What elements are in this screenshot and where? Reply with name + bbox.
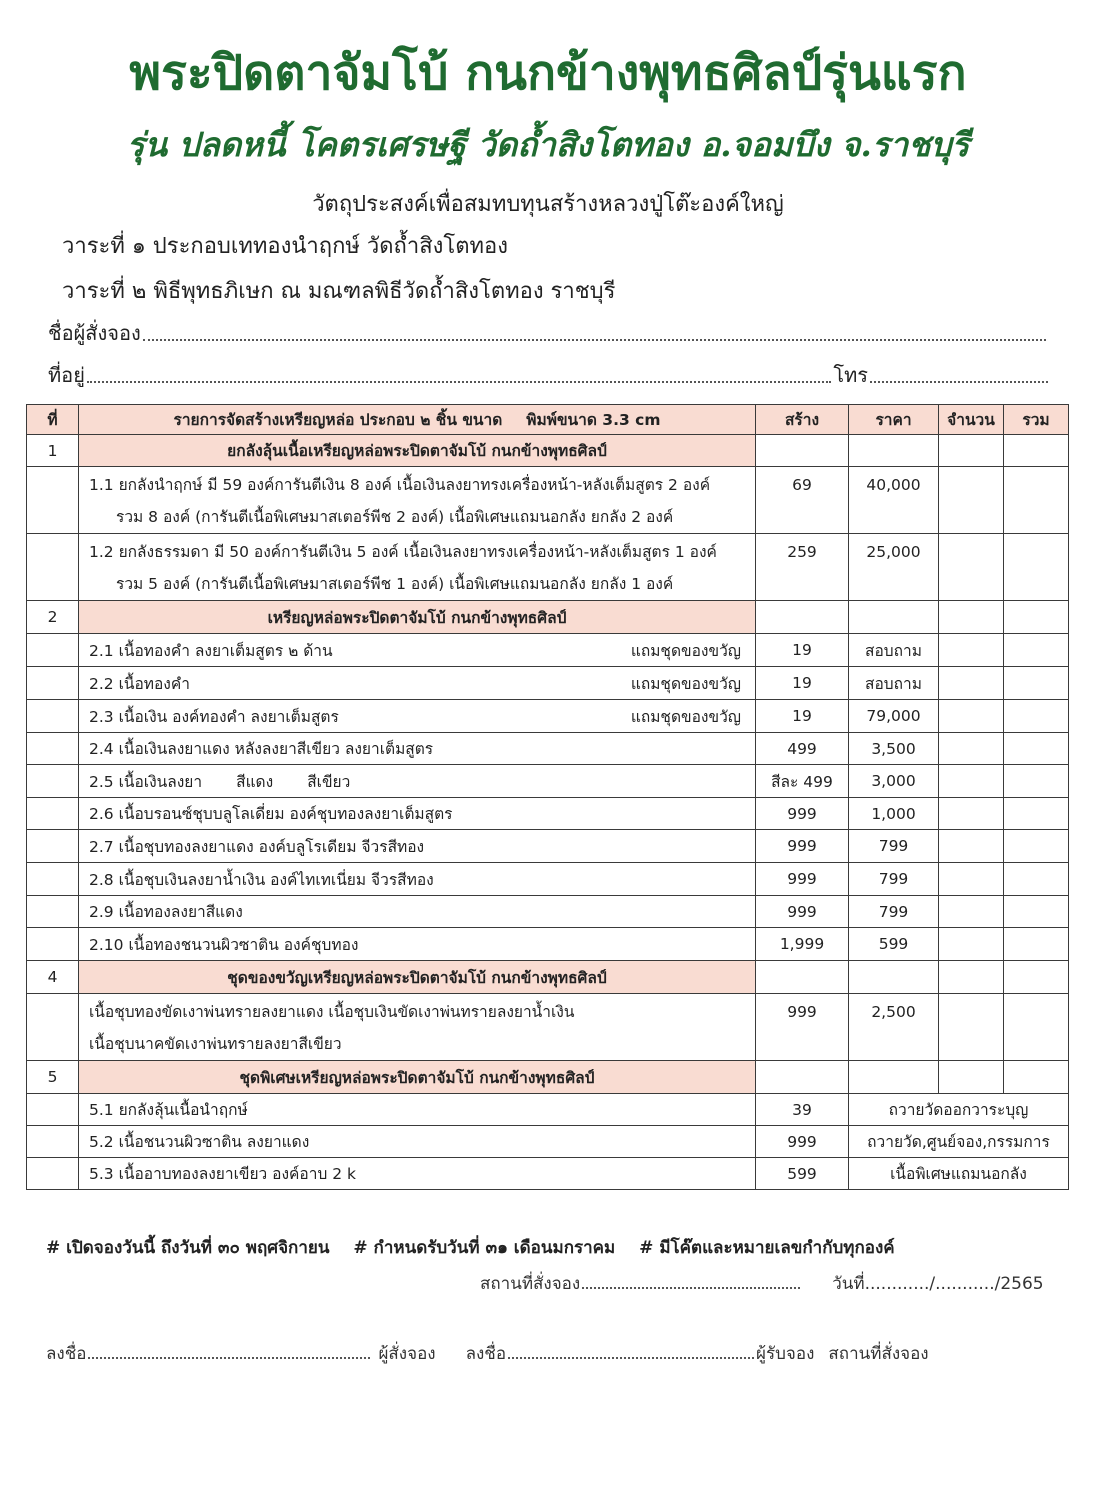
orderer-sign-label: ลงชื่อ	[46, 1344, 87, 1364]
price: 79,000	[849, 700, 939, 733]
section-row	[27, 961, 1069, 994]
item-row	[27, 994, 1069, 1061]
col-header-price: ราคา	[849, 405, 939, 435]
price: 2,500	[849, 994, 939, 1061]
item-row	[27, 798, 1069, 830]
price-cell	[849, 435, 939, 467]
quantity-cell	[939, 928, 1004, 961]
item-line-continued: รวม 5 องค์ (การันตีเนื้อพิเศษมาสเตอร์พีช 1 องค์) เนื้อพิเศษแถมนอกลัง ยกลัง 1 องค์	[116, 575, 674, 593]
price: 3,500	[849, 733, 939, 765]
quantity-cell	[939, 534, 1004, 601]
quantity-cell	[939, 733, 1004, 765]
section-title: ชุดพิเศษเหรียญหล่อพระปิดตาจัมโบ้ กนกข้างพุทธศิลป์	[79, 1061, 756, 1094]
made-cell	[756, 601, 849, 634]
booking-notes	[46, 1236, 1068, 1260]
item-description	[79, 634, 756, 667]
quantity-cell	[939, 667, 1004, 700]
orderer-name-blank	[143, 339, 1046, 341]
total-cell	[1004, 863, 1069, 896]
quantity-cell	[939, 798, 1004, 830]
made-count: 19	[756, 700, 849, 733]
item-description: 2.4 เนื้อเงินลงยาแดง หลังลงยาสีเขียว ลงยาเต็มสูตร	[79, 733, 756, 765]
date-label: วันที่	[832, 1274, 865, 1294]
quantity-cell	[939, 435, 1004, 467]
quantity-cell	[939, 1061, 1004, 1094]
item-row	[27, 765, 1069, 798]
row-number-cell	[27, 467, 79, 534]
item-label: 2.5 เนื้อเงินลงยา	[89, 772, 203, 791]
section-title: เหรียญหล่อพระปิดตาจัมโบ้ กนกข้างพุทธศิลป์	[79, 601, 756, 634]
row-number-cell	[27, 994, 79, 1061]
booking-note: # กำหนดรับวันที่ ๓๑ เดือนมกราคม	[353, 1238, 616, 1258]
ceremony-2: วาระที่ ๒ พิธีพุทธภิเษก ณ มณฑลพิธีวัดถ้ำสิงโตทอง ราชบุรี	[62, 279, 616, 304]
order-sheet	[26, 404, 1068, 1366]
item-row	[27, 896, 1069, 928]
total-cell	[1004, 467, 1069, 534]
signature-line	[46, 1342, 1068, 1366]
address-line	[48, 360, 1050, 390]
col-header-item-label: รายการจัดสร้างเหรียญหล่อ ประกอบ ๒ ชิ้น ขนาด	[173, 411, 503, 429]
price: 799	[849, 830, 939, 863]
section-number: 1	[27, 435, 79, 467]
receiver-sign-blank	[508, 1357, 754, 1359]
total-cell	[1004, 733, 1069, 765]
price-table	[26, 404, 1069, 1190]
total-cell	[1004, 928, 1069, 961]
total-cell	[1004, 961, 1069, 994]
row-number-cell	[27, 928, 79, 961]
item-description	[79, 667, 756, 700]
item-description: 2.9 เนื้อทองลงยาสีแดง	[79, 896, 756, 928]
made-count: สีละ 499	[756, 765, 849, 798]
item-row	[27, 667, 1069, 700]
remark: ถวายวัด,ศูนย์จอง,กรรมการ	[849, 1126, 1069, 1158]
item-description: 5.3 เนื้ออาบทองลงยาเขียว องค์อาบ 2 k	[79, 1158, 756, 1190]
row-number-cell	[27, 1158, 79, 1190]
page-subtitle: รุ่น ปลดหนี้ โคตรเศรษฐี วัดถ้ำสิงโตทอง อ.จอมบึง จ.ราชบุรี	[126, 125, 970, 164]
item-description: 2.8 เนื้อชุบเงินลงยาน้ำเงิน องค์ไทเทเนี่ยม จีวรสีทอง	[79, 863, 756, 896]
section-number: 4	[27, 961, 79, 994]
price-cell	[849, 1061, 939, 1094]
booking-note: # เปิดจองวันนี้ ถึงวันที่ ๓๐ พฤศจิกายน	[46, 1238, 330, 1258]
quantity-cell	[939, 863, 1004, 896]
color-option-green: สีเขียว	[307, 772, 351, 791]
phone-blank	[870, 381, 1048, 383]
made-cell	[756, 435, 849, 467]
total-cell	[1004, 765, 1069, 798]
total-cell	[1004, 830, 1069, 863]
price: 599	[849, 928, 939, 961]
made-count: 999	[756, 798, 849, 830]
row-number-cell	[27, 863, 79, 896]
col-header-made: สร้าง	[756, 405, 849, 435]
row-number-cell	[27, 700, 79, 733]
quantity-cell	[939, 994, 1004, 1061]
made-count: 999	[756, 896, 849, 928]
total-cell	[1004, 601, 1069, 634]
quantity-cell	[939, 765, 1004, 798]
item-row	[27, 1094, 1069, 1126]
address-label: ที่อยู่	[48, 363, 85, 387]
item-description: 2.7 เนื้อชุบทองลงยาแดง องค์บลูโรเดียม จีวรสีทอง	[79, 830, 756, 863]
item-row	[27, 534, 1069, 601]
gift-note: แถมชุดของขวัญ	[630, 674, 741, 693]
item-label: 2.1 เนื้อทองคำ ลงยาเต็มสูตร ๒ ด้าน	[89, 641, 333, 660]
item-label: 2.3 เนื้อเงิน องค์ทองคำ ลงยาเต็มสูตร	[89, 707, 339, 726]
price: สอบถาม	[849, 634, 939, 667]
total-cell	[1004, 896, 1069, 928]
item-description: 5.1 ยกลังลุ้นเนื้อนำฤกษ์	[79, 1094, 756, 1126]
price: 25,000	[849, 534, 939, 601]
section-title: ยกลังลุ้นเนื้อเหรียญหล่อพระปิดตาจัมโบ้ กนกข้างพุทธศิลป์	[79, 435, 756, 467]
col-header-item-size: พิมพ์ขนาด 3.3 cm	[526, 411, 661, 429]
made-count: 999	[756, 863, 849, 896]
quantity-cell	[939, 601, 1004, 634]
total-cell	[1004, 798, 1069, 830]
total-cell	[1004, 634, 1069, 667]
footer	[26, 1236, 1068, 1366]
item-description: 2.6 เนื้อบรอนซ์ชุบบลูโลเดี่ยม องค์ชุบทองลงยาเต็มสูตร	[79, 798, 756, 830]
item-description	[79, 534, 756, 601]
receiver-sign-label: ลงชื่อ	[465, 1344, 507, 1364]
section-row	[27, 435, 1069, 467]
section-number: 5	[27, 1061, 79, 1094]
booking-note: # มีโค๊ตและหมายเลขกำกับทุกองค์	[639, 1238, 895, 1258]
orderer-name-line	[48, 318, 1048, 348]
place-blank	[582, 1287, 800, 1289]
phone-label: โทร	[833, 363, 868, 387]
made-cell	[756, 1061, 849, 1094]
place-date-line	[46, 1272, 1068, 1296]
quantity-cell	[939, 467, 1004, 534]
item-line-continued: รวม 8 องค์ (การันตีเนื้อพิเศษมาสเตอร์พีช 2 องค์) เนื้อพิเศษแถมนอกลัง ยกลัง 2 องค์	[116, 508, 674, 526]
item-row	[27, 830, 1069, 863]
quantity-cell	[939, 961, 1004, 994]
quantity-cell	[939, 634, 1004, 667]
col-header-total: รวม	[1004, 405, 1069, 435]
price: 40,000	[849, 467, 939, 534]
place-label: สถานที่สั่งจอง	[480, 1274, 581, 1294]
section-number: 2	[27, 601, 79, 634]
made-count: 19	[756, 634, 849, 667]
quantity-cell	[939, 700, 1004, 733]
remark: เนื้อพิเศษแถมนอกลัง	[849, 1158, 1069, 1190]
receiver-place-label: สถานที่สั่งจอง	[828, 1344, 929, 1364]
price: สอบถาม	[849, 667, 939, 700]
item-description	[79, 467, 756, 534]
table-header-row	[27, 405, 1069, 435]
price: 3,000	[849, 765, 939, 798]
row-number-cell	[27, 765, 79, 798]
col-header-quantity: จำนวน	[939, 405, 1004, 435]
item-line: 1.1 ยกลังนำฤกษ์ มี 59 องค์การันตีเงิน 8 องค์ เนื้อเงินลงยาทรงเครื่องหน้า-หลังเต็มสูตร 2 องค์	[89, 476, 711, 494]
section-row	[27, 601, 1069, 634]
orderer-name-label: ชื่อผู้สั่งจอง	[48, 321, 141, 345]
made-count: 999	[756, 830, 849, 863]
quantity-cell	[939, 896, 1004, 928]
price: 1,000	[849, 798, 939, 830]
row-number-cell	[27, 534, 79, 601]
item-line-continued: เนื้อชุบนาคขัดเงาพ่นทรายลงยาสีเขียว	[89, 1035, 342, 1053]
col-header-item	[79, 405, 756, 435]
made-count: 259	[756, 534, 849, 601]
made-count: 499	[756, 733, 849, 765]
color-option-red: สีแดง	[236, 772, 274, 791]
made-count: 999	[756, 994, 849, 1061]
section-row	[27, 1061, 1069, 1094]
item-line: เนื้อชุบทองขัดเงาพ่นทรายลงยาแดง เนื้อชุบเงินขัดเงาพ่นทรายลงยาน้ำเงิน	[89, 1003, 575, 1021]
made-count: 19	[756, 667, 849, 700]
price: 799	[849, 896, 939, 928]
page-title: พระปิดตาจัมโบ้ กนกข้างพุทธศิลป์รุ่นแรก	[129, 45, 967, 101]
made-cell	[756, 961, 849, 994]
item-row	[27, 634, 1069, 667]
made-count: 1,999	[756, 928, 849, 961]
item-row	[27, 733, 1069, 765]
item-description: 2.10 เนื้อทองชนวนผิวซาติน องค์ชุบทอง	[79, 928, 756, 961]
price: 799	[849, 863, 939, 896]
orderer-sign-blank	[88, 1357, 370, 1359]
price-cell	[849, 961, 939, 994]
made-count: 599	[756, 1158, 849, 1190]
row-number-cell	[27, 634, 79, 667]
price-cell	[849, 601, 939, 634]
made-count: 999	[756, 1126, 849, 1158]
item-row	[27, 467, 1069, 534]
item-description	[79, 700, 756, 733]
item-row	[27, 928, 1069, 961]
total-cell	[1004, 1061, 1069, 1094]
item-row	[27, 1126, 1069, 1158]
item-row	[27, 700, 1069, 733]
item-description	[79, 994, 756, 1061]
total-cell	[1004, 435, 1069, 467]
gift-note: แถมชุดของขวัญ	[630, 707, 741, 726]
item-description	[79, 765, 756, 798]
quantity-cell	[939, 830, 1004, 863]
address-blank	[87, 381, 831, 383]
row-number-cell	[27, 896, 79, 928]
total-cell	[1004, 534, 1069, 601]
made-count: 39	[756, 1094, 849, 1126]
item-row	[27, 863, 1069, 896]
remark: ถวายวัดออกวาระบุญ	[849, 1094, 1069, 1126]
gift-note: แถมชุดของขวัญ	[630, 641, 741, 660]
row-number-cell	[27, 667, 79, 700]
orderer-label: ผู้สั่งจอง	[378, 1344, 436, 1364]
total-cell	[1004, 700, 1069, 733]
row-number-cell	[27, 1126, 79, 1158]
item-row	[27, 1158, 1069, 1190]
ceremony-1: วาระที่ ๑ ประกอบเททองนำฤกษ์ วัดถ้ำสิงโตทอง	[62, 234, 508, 259]
total-cell	[1004, 667, 1069, 700]
row-number-cell	[27, 733, 79, 765]
row-number-cell	[27, 830, 79, 863]
made-count: 69	[756, 467, 849, 534]
total-cell	[1004, 994, 1069, 1061]
item-line: 1.2 ยกลังธรรมดา มี 50 องค์การันตีเงิน 5 องค์ เนื้อเงินลงยาทรงเครื่องหน้า-หลังเต็มสูตร 1 องค์	[89, 543, 717, 561]
section-title: ชุดของขวัญเหรียญหล่อพระปิดตาจัมโบ้ กนกข้างพุทธศิลป์	[79, 961, 756, 994]
purpose-line: วัตถุประสงค์เพื่อสมทบทุนสร้างหลวงปู่โต๊ะองค์ใหญ่	[312, 192, 784, 217]
col-header-no: ที่	[27, 405, 79, 435]
row-number-cell	[27, 798, 79, 830]
receiver-label: ผู้รับจอง	[756, 1344, 815, 1364]
item-description: 5.2 เนื้อชนวนผิวซาติน ลงยาแดง	[79, 1126, 756, 1158]
item-label: 2.2 เนื้อทองคำ	[89, 674, 190, 693]
date-value: ............/.........../2565	[864, 1274, 1044, 1294]
row-number-cell	[27, 1094, 79, 1126]
